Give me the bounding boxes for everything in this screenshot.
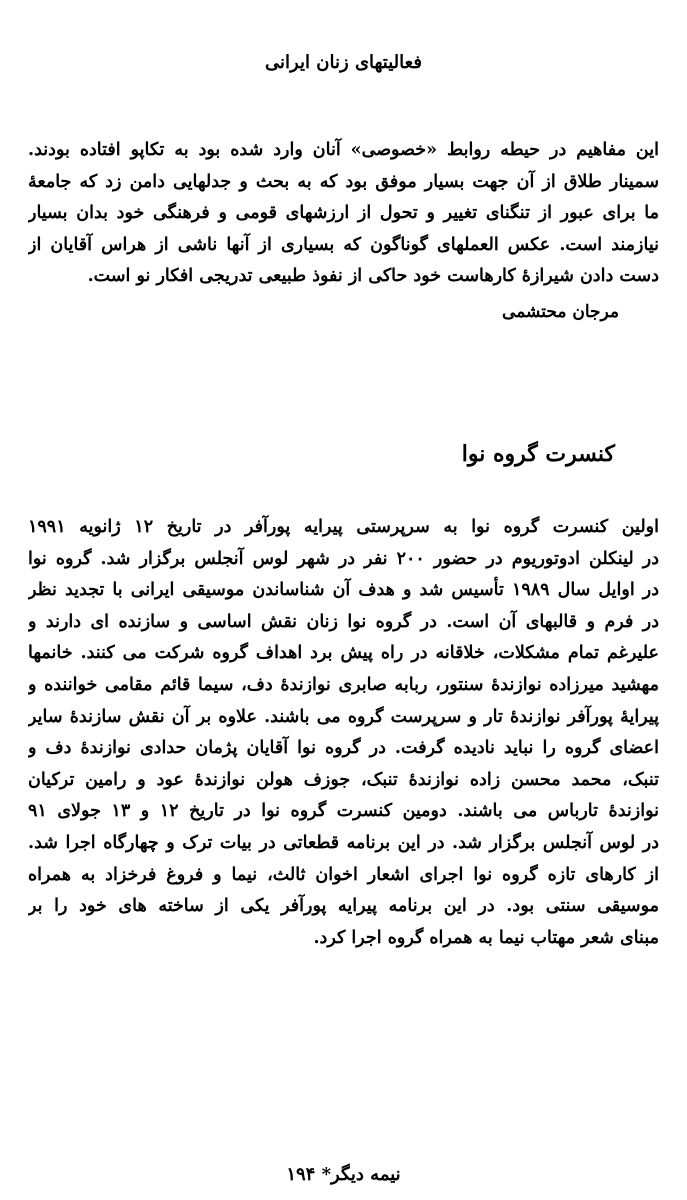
running-title: فعالیتهای زنان ایرانی (265, 52, 422, 73)
text-line: تنبک، محمد محسن زاده نوازندهٔ تنبک، جوزف هولن نوازندهٔ عود و رامین ترکیان (28, 769, 659, 790)
text-line: موسیقی سنتی بود. در این برنامه پیرایه پورآفر یکی از ساخته های خود را بر (28, 896, 659, 917)
text-line: ما برای عبور از تنگنای تغییر و تحول از ارزشهای قومی و فرهنگی خود بدان بسیار (28, 203, 659, 224)
page-footer: نیمه دیگر* ۱۹۴ (286, 1164, 401, 1185)
text-line: نیازمند است. عکس العملهای گوناگون که بسیاری از آنها ناشی از هراس آقایان از (28, 234, 659, 255)
text-line: در لینکلن ادوتوریوم در حضور ۲۰۰ نفر در شهر لوس آنجلس برگزار شد. گروه نوا (28, 548, 659, 569)
text-line: علیرغم تمام مشکلات، خلاقانه در راه پیش برد اهداف گروه شرکت می کنند. خانمها (28, 643, 659, 664)
text-line: پیرایهٔ پورآفر نوازندهٔ تار و سرپرست گروه می باشند. علاوه بر آن نقش سازندهٔ سایر (28, 706, 659, 727)
text-line: نوازندهٔ تارباس می باشند. دومین کنسرت گروه نوا در تاریخ ۱۲ و ۱۳ جولای ۹۱ (28, 801, 659, 822)
text-line: اعضای گروه را نباید نادیده گرفت. در گروه نوا آقایان پژمان حدادی نوازندهٔ دف و (28, 738, 659, 759)
text-line: در لوس آنجلس برگزار شد. در این برنامه قطعاتی در بیات ترک و چهارگاه اجرا شد. (28, 832, 659, 853)
text-line: این مفاهیم در حیطه روابط «خصوصی» آنان وارد شده بود به تکاپو افتاده بودند. (28, 140, 659, 160)
section-title: کنسرت گروه نوا (461, 441, 615, 467)
intro-paragraph (28, 135, 659, 293)
text-line: از کارهای تازه گروه نوا اجرای اشعار اخوان ثالث، نیما و فروغ فرخزاد به همراه (28, 864, 659, 885)
text-line: در اوایل سال ۱۹۸۹ تأسیس شد و هدف آن شناساندن موسیقی ایرانی با تجدید نظر (28, 580, 659, 601)
text-line: دست دادن شیرازهٔ کارهاست خود حاکی از نفوذ طبیعی تدریجی افکار نو است. (87, 266, 659, 287)
author-signature: مرجان محتشمی (502, 302, 619, 322)
text-line: اولین کنسرت گروه نوا به سرپرستی پیرایه پورآفر در تاریخ ۱۲ ژانویه ۱۹۹۱ (28, 517, 659, 537)
text-line: سمینار طلاق از آن جهت بسیار موفق بود که به بحث و جدلهایی دامن زد که جامعهٔ (28, 171, 659, 192)
concert-paragraph (28, 512, 659, 954)
text-line: در فرم و قالبهای آن است. در گروه نوا زنان نقش اساسی و سازنده ای دارند و (28, 611, 659, 632)
text-line: مبنای شعر مهتاب نیما به همراه گروه اجرا کرد. (313, 927, 659, 948)
text-line: مهشید میرزاده نوازندهٔ سنتور، ربابه صابری نوازندهٔ دف، سیما قائم مقامی خوانند‌ه و (28, 674, 659, 695)
